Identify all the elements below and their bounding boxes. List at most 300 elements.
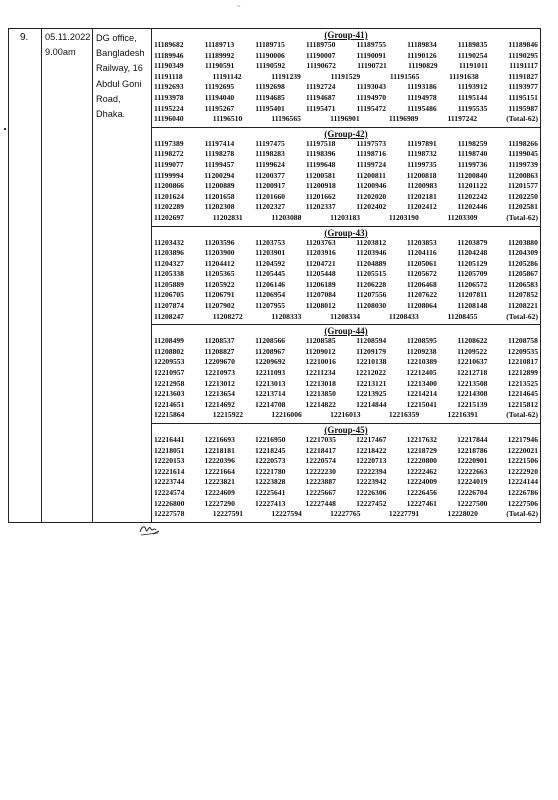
roll-number: 12215864 — [154, 410, 185, 420]
roll-row — [154, 213, 538, 224]
roll-number: 11203896 — [154, 248, 184, 258]
roll-number: 12220713 — [356, 456, 387, 466]
roll-number: 12217946 — [507, 435, 538, 444]
roll-number: 11202327 — [255, 202, 286, 212]
roll-number: 11205922 — [204, 279, 235, 289]
roll-number: 11207874 — [154, 301, 184, 311]
roll-number: 11206228 — [356, 279, 387, 289]
roll-number: 11197242 — [447, 114, 478, 124]
roll-number: 12218422 — [356, 445, 387, 455]
roll-number: 11207622 — [407, 290, 438, 300]
roll-row — [154, 410, 538, 421]
roll-number: 12214308 — [457, 389, 488, 399]
roll-number: 11202289 — [154, 202, 184, 212]
roll-number: 11206583 — [507, 279, 538, 289]
roll-number: 11200811 — [356, 170, 386, 180]
roll-number: 11195987 — [508, 103, 538, 113]
schedule-table — [8, 28, 541, 523]
roll-number: 12212958 — [154, 378, 185, 388]
exam-date: 05.11.2022 — [45, 32, 91, 42]
roll-number: 12218181 — [204, 445, 235, 455]
roll-number: 12210957 — [154, 368, 185, 378]
roll-number: 11200581 — [305, 170, 336, 180]
roll-row — [154, 72, 538, 83]
roll-number: 11205709 — [457, 269, 488, 279]
roll-number: 11190349 — [154, 61, 184, 71]
roll-number: 11192693 — [154, 82, 184, 92]
roll-number: 12218786 — [457, 445, 488, 455]
roll-number: 11198396 — [305, 149, 336, 159]
roll-number: 11202181 — [406, 191, 437, 201]
roll-number: 12210389 — [406, 357, 437, 367]
roll-number: 12226306 — [356, 487, 387, 497]
roll-number: 12227506 — [507, 498, 538, 508]
roll-number: 11199624 — [255, 159, 285, 169]
group-title: (Group-41) — [324, 30, 368, 40]
roll-number: 11190007 — [305, 50, 336, 60]
roll-row — [154, 435, 538, 446]
roll-number: 12227591 — [212, 509, 244, 519]
group-total: (Total-62) — [506, 311, 538, 321]
corner-mark: ~ — [237, 4, 241, 10]
roll-number: 12213018 — [305, 378, 336, 388]
group-block — [152, 226, 540, 325]
roll-number: 12216006 — [271, 410, 302, 420]
roll-number: 11206468 — [406, 279, 437, 289]
roll-number: 11189846 — [508, 40, 538, 49]
roll-number: 12227290 — [204, 498, 235, 508]
roll-groups-cell — [152, 29, 541, 523]
roll-number: 11205365 — [204, 269, 235, 279]
roll-number: 12213012 — [204, 378, 235, 388]
roll-row — [154, 61, 538, 72]
roll-number: 11189946 — [154, 50, 184, 60]
roll-number: 11191011 — [458, 61, 488, 71]
roll-number: 12224009 — [406, 477, 437, 487]
roll-number: 11203190 — [388, 212, 419, 222]
roll-number: 11196040 — [154, 114, 184, 124]
roll-number: 11201122 — [457, 181, 488, 191]
roll-number: 11197414 — [204, 138, 235, 148]
roll-number: 12228020 — [447, 509, 478, 519]
roll-number: 11193978 — [154, 92, 184, 102]
roll-number: 12214214 — [406, 389, 437, 399]
roll-row — [154, 40, 538, 51]
roll-number: 11207556 — [356, 290, 387, 300]
roll-row — [154, 347, 538, 358]
roll-number: 12223744 — [154, 477, 185, 487]
roll-number: 11205129 — [457, 258, 488, 268]
roll-number: 12224144 — [507, 477, 538, 487]
roll-number: 11209179 — [356, 346, 387, 356]
roll-number: 11205515 — [356, 269, 387, 279]
roll-row — [154, 202, 538, 213]
roll-number: 11194978 — [407, 92, 437, 102]
roll-number: 11200863 — [507, 170, 538, 180]
roll-row — [154, 192, 538, 203]
roll-number: 11202020 — [356, 191, 387, 201]
roll-number: 11191565 — [389, 71, 420, 81]
roll-row — [154, 149, 538, 160]
roll-number: 11193977 — [508, 82, 538, 92]
roll-number: 11197518 — [305, 138, 336, 148]
roll-number: 11190254 — [457, 50, 488, 60]
roll-number: 11205672 — [406, 269, 437, 279]
roll-number: 11203753 — [255, 237, 286, 247]
margin-mark — [4, 128, 6, 130]
group-cell — [152, 325, 540, 424]
roll-number: 12226704 — [457, 487, 488, 497]
roll-number: 11202242 — [457, 191, 488, 201]
roll-number: 12214822 — [305, 399, 336, 409]
roll-number: 11195472 — [356, 103, 387, 113]
roll-number: 11202402 — [356, 202, 387, 212]
roll-number: 11191239 — [271, 71, 301, 81]
roll-number: 12217467 — [356, 435, 387, 444]
roll-number: 12227413 — [255, 498, 286, 508]
roll-number: 11191117 — [509, 61, 538, 71]
roll-number: 11192724 — [305, 82, 336, 92]
roll-number: 12214645 — [507, 389, 538, 399]
roll-number: 11196565 — [271, 114, 301, 124]
roll-number: 11204721 — [305, 258, 336, 268]
roll-number: 12221664 — [204, 466, 235, 476]
roll-number: 12218417 — [305, 445, 336, 455]
roll-number: 11205445 — [255, 269, 286, 279]
schedule-row — [9, 29, 541, 523]
roll-number: 12223821 — [204, 477, 235, 487]
roll-number: 11191638 — [449, 71, 479, 81]
roll-number: 11201662 — [305, 191, 336, 201]
serial-cell — [9, 29, 42, 523]
roll-number: 11196901 — [330, 114, 360, 124]
roll-number: 11200918 — [305, 181, 336, 191]
roll-number: 12227448 — [305, 498, 336, 508]
serial-number: 9. — [20, 32, 29, 43]
group-block — [152, 29, 540, 127]
roll-number: 11205286 — [507, 258, 538, 268]
roll-number: 12214844 — [356, 399, 387, 409]
roll-number: 11189992 — [204, 50, 235, 60]
roll-number: 11199648 — [305, 159, 336, 169]
roll-row — [154, 171, 538, 182]
roll-number: 11199739 — [508, 159, 538, 169]
roll-number: 11195224 — [154, 103, 184, 113]
roll-number: 12210016 — [305, 357, 336, 367]
roll-number: 11199077 — [154, 159, 184, 169]
roll-number: 12213400 — [406, 378, 437, 388]
roll-number: 11203432 — [154, 237, 184, 247]
roll-number: 11200840 — [457, 170, 488, 180]
roll-number: 11208594 — [356, 336, 387, 346]
roll-row — [154, 336, 538, 347]
roll-number: 12213714 — [255, 389, 286, 399]
roll-number: 11199045 — [508, 149, 538, 159]
roll-number: 11198259 — [457, 138, 488, 148]
roll-row — [154, 51, 538, 62]
roll-number: 11209522 — [457, 346, 488, 356]
roll-row — [154, 446, 538, 457]
roll-row — [154, 259, 538, 270]
roll-number: 11190829 — [408, 61, 438, 71]
roll-number: 12215922 — [212, 410, 244, 420]
roll-number: 11200818 — [406, 170, 437, 180]
roll-number: 12214651 — [154, 399, 185, 409]
roll-number: 11202337 — [305, 202, 336, 212]
roll-number: 11208272 — [212, 311, 243, 321]
roll-number: 12215139 — [457, 399, 488, 409]
roll-number: 12213850 — [305, 389, 336, 399]
group-block — [152, 127, 540, 226]
roll-number: 11196510 — [212, 114, 243, 124]
group-block — [152, 424, 540, 522]
roll-number: 11195401 — [255, 103, 285, 113]
roll-number: 11196989 — [388, 114, 419, 124]
roll-number: 11194040 — [204, 92, 235, 102]
roll-number: 11208012 — [305, 301, 336, 311]
venue-cell — [93, 29, 152, 523]
date-cell — [42, 29, 93, 523]
roll-number: 11208566 — [255, 336, 286, 346]
roll-number: 12223887 — [305, 477, 336, 487]
roll-row — [154, 248, 538, 259]
roll-number: 11199457 — [204, 159, 235, 169]
roll-row — [154, 114, 538, 125]
roll-number: 11204327 — [154, 258, 184, 268]
roll-number: 11200917 — [255, 181, 286, 191]
roll-number: 12226800 — [154, 498, 185, 508]
roll-number: 11209012 — [305, 346, 336, 356]
roll-number: 12220901 — [457, 456, 488, 466]
roll-number: 11202446 — [457, 202, 488, 212]
roll-number: 11206189 — [305, 279, 336, 289]
roll-number: 11201577 — [507, 181, 538, 191]
roll-number: 12222462 — [406, 466, 437, 476]
roll-row — [154, 456, 538, 467]
roll-number: 11203879 — [457, 237, 488, 247]
roll-row — [154, 467, 538, 478]
roll-number: 11198732 — [407, 149, 437, 159]
roll-number: 11197475 — [255, 138, 285, 148]
roll-number: 11195486 — [407, 103, 437, 113]
roll-number: 11208595 — [406, 336, 437, 346]
roll-number: 11203853 — [406, 237, 437, 247]
roll-number: 12216359 — [388, 410, 420, 420]
roll-number: 11200946 — [356, 181, 387, 191]
roll-number: 11203901 — [255, 248, 286, 258]
roll-number: 12209553 — [154, 357, 185, 367]
roll-row — [154, 290, 538, 301]
roll-number: 11192698 — [255, 82, 285, 92]
venue-line: DG office, — [96, 33, 137, 43]
roll-number: 12215812 — [507, 399, 538, 409]
roll-number: 12210817 — [507, 357, 538, 367]
roll-row — [154, 368, 538, 379]
roll-number: 11202831 — [212, 212, 243, 222]
roll-number: 11199735 — [407, 159, 437, 169]
venue-line: Bangladesh — [96, 48, 145, 59]
roll-number: 11200983 — [407, 181, 438, 191]
roll-number: 11191142 — [212, 71, 242, 81]
roll-number: 11206572 — [457, 279, 488, 289]
roll-number: 11208064 — [406, 301, 437, 311]
roll-number: 12224574 — [154, 487, 185, 497]
roll-number: 12222920 — [507, 466, 538, 476]
roll-number: 11208455 — [447, 311, 478, 321]
roll-number: 12226786 — [507, 487, 538, 497]
signature-mark — [138, 520, 160, 538]
group-title: (Group-42) — [324, 128, 368, 139]
roll-number: 11206705 — [154, 290, 184, 300]
roll-number: 11190672 — [306, 61, 336, 71]
roll-number: 11199724 — [356, 159, 387, 169]
roll-number: 11203309 — [447, 212, 478, 222]
group-cell — [152, 127, 540, 226]
roll-number: 11205338 — [154, 269, 184, 279]
roll-row — [154, 104, 538, 115]
roll-row — [154, 389, 538, 400]
roll-number: 12210138 — [356, 357, 387, 367]
roll-number: 12213525 — [507, 378, 538, 388]
group-title: (Group-44) — [324, 326, 368, 337]
roll-number: 11204889 — [356, 258, 387, 268]
roll-number: 12218245 — [255, 445, 286, 455]
roll-number: 11208758 — [507, 336, 538, 346]
roll-number: 11190006 — [255, 50, 285, 60]
roll-number: 12212718 — [456, 368, 488, 378]
roll-number: 12210637 — [457, 357, 488, 367]
roll-number: 11204248 — [457, 248, 488, 258]
roll-number: 11191827 — [508, 71, 538, 81]
roll-number: 12217844 — [457, 435, 488, 444]
roll-number: 11208030 — [356, 301, 387, 311]
roll-number: 12216693 — [204, 435, 235, 444]
roll-number: 11195267 — [204, 103, 235, 113]
venue-line: Dhaka. — [96, 109, 126, 120]
venue-line: Road, — [96, 93, 121, 104]
roll-number: 12226456 — [406, 487, 437, 497]
roll-number: 12212405 — [406, 368, 437, 378]
roll-number: 11198716 — [356, 149, 387, 159]
roll-number: 11204412 — [204, 258, 235, 268]
roll-number: 12216391 — [447, 410, 478, 420]
roll-row — [154, 181, 538, 192]
roll-number: 11189715 — [255, 40, 285, 49]
roll-number: 11189682 — [154, 40, 184, 49]
roll-number: 11200377 — [254, 170, 285, 180]
roll-number: 11195144 — [457, 92, 488, 102]
roll-row — [154, 93, 538, 104]
roll-number: 11190592 — [255, 61, 286, 71]
roll-number: 11191529 — [330, 71, 361, 81]
roll-number: 12213925 — [356, 389, 387, 399]
roll-number: 12220021 — [507, 445, 538, 455]
roll-number: 12220573 — [255, 456, 286, 466]
roll-number: 12220396 — [204, 456, 235, 466]
roll-row — [154, 269, 538, 280]
roll-number: 11202412 — [406, 202, 437, 212]
roll-number: 11198740 — [457, 149, 488, 159]
roll-number: 12212899 — [507, 368, 538, 378]
roll-number: 11199994 — [154, 170, 184, 180]
roll-number: 12214708 — [255, 399, 286, 409]
roll-number: 11202250 — [507, 191, 538, 201]
roll-number: 12227452 — [356, 498, 387, 508]
roll-number: 11190091 — [356, 50, 387, 60]
roll-number: 12213603 — [154, 389, 185, 399]
roll-number: 12227461 — [406, 498, 437, 508]
roll-number: 12225641 — [255, 487, 286, 497]
roll-number: 12220153 — [154, 456, 185, 466]
roll-number: 12209535 — [507, 346, 538, 356]
roll-number: 11204309 — [507, 248, 538, 258]
venue-line: Railway, 16 — [96, 63, 143, 74]
roll-number: 11203900 — [204, 248, 235, 258]
roll-number: 12213508 — [457, 378, 488, 388]
roll-number: 11191118 — [154, 71, 183, 81]
roll-number: 12216950 — [255, 435, 286, 444]
roll-number: 11203183 — [330, 212, 361, 222]
roll-number: 12213013 — [255, 378, 286, 388]
roll-number: 11208967 — [255, 346, 285, 356]
roll-row — [154, 160, 538, 171]
roll-number: 11192695 — [204, 82, 235, 92]
roll-number: 11195471 — [305, 103, 336, 113]
roll-row — [154, 357, 538, 368]
venue-line: Abdul Goni — [96, 78, 142, 89]
group-total: (Total-62) — [506, 509, 538, 519]
roll-number: 11197573 — [356, 138, 387, 148]
roll-number: 11208333 — [271, 311, 302, 321]
roll-number: 12209692 — [255, 357, 286, 367]
roll-number: 11190721 — [357, 61, 387, 71]
roll-number: 11207902 — [204, 301, 235, 311]
roll-number: 12214692 — [204, 399, 235, 409]
schedule-sheet — [8, 28, 541, 523]
roll-number: 11206791 — [204, 290, 235, 300]
roll-number: 11189713 — [204, 40, 235, 49]
roll-number: 11207084 — [305, 290, 336, 300]
roll-number: 12217632 — [406, 435, 437, 444]
roll-number: 11193043 — [356, 82, 387, 92]
group-cell — [152, 29, 540, 127]
roll-number: 12211093 — [255, 368, 286, 378]
roll-groups — [152, 29, 540, 522]
roll-number: 11189834 — [407, 40, 437, 49]
roll-number: 12217035 — [305, 435, 336, 444]
roll-number: 12227765 — [330, 509, 361, 519]
roll-number: 11208433 — [388, 311, 419, 321]
roll-number: 11208247 — [154, 311, 184, 321]
roll-number: 12225667 — [305, 487, 336, 497]
exam-time: 9.00am — [45, 46, 76, 57]
roll-number: 11200889 — [204, 181, 235, 191]
roll-row — [154, 499, 538, 510]
roll-number: 11189750 — [305, 40, 336, 49]
roll-number: 12222230 — [305, 466, 336, 476]
roll-number: 11205448 — [305, 269, 336, 279]
roll-number: 11206146 — [255, 279, 286, 289]
roll-number: 11203916 — [305, 248, 336, 258]
roll-number: 11205867 — [507, 269, 538, 279]
roll-number: 11204116 — [407, 248, 437, 258]
roll-number: 11194970 — [356, 92, 387, 102]
roll-number: 12216441 — [154, 435, 185, 444]
roll-number: 12211234 — [305, 368, 336, 378]
roll-row — [154, 477, 538, 488]
roll-number: 11208537 — [204, 336, 235, 346]
roll-number: 11198278 — [204, 149, 235, 159]
